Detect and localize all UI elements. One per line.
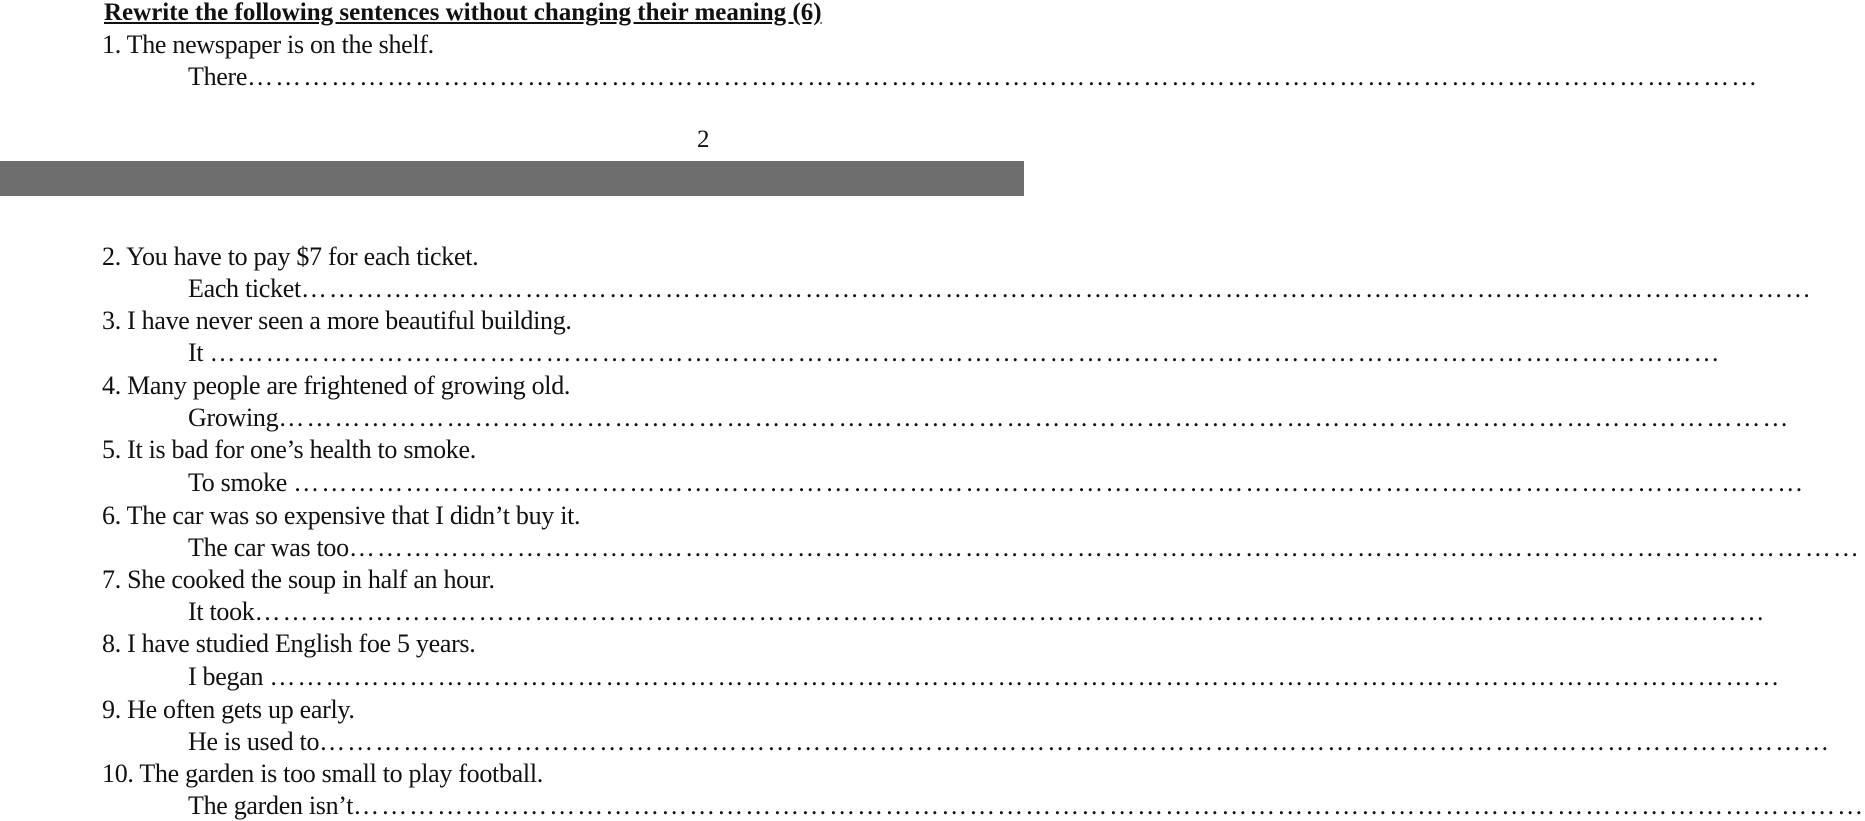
- answer-line-10[interactable]: [188, 791, 1865, 821]
- answer-prompt: Each ticket: [188, 274, 301, 303]
- question-5: [102, 435, 476, 465]
- answer-line-8[interactable]: [188, 662, 1782, 692]
- answer-dots: ………………………………………………………………………………………………………………………………………………: [319, 727, 1832, 756]
- question-sentence: I have studied English foe 5 years.: [127, 629, 476, 658]
- question-number: 6.: [102, 501, 121, 530]
- question-sentence: The car was so expensive that I didn’t buy it.: [126, 501, 581, 530]
- question-2: [102, 242, 478, 272]
- answer-prompt: It: [188, 338, 210, 367]
- page-number: 2: [697, 126, 710, 153]
- question-4: [102, 371, 570, 401]
- answer-dots: ………………………………………………………………………………………………………………………………………………: [269, 662, 1782, 691]
- answer-line-1[interactable]: [188, 62, 1760, 92]
- answer-prompt: To smoke: [188, 468, 294, 497]
- answer-prompt: The garden isn’t: [188, 791, 354, 820]
- answer-line-7[interactable]: [188, 597, 1767, 627]
- answer-dots: ………………………………………………………………………………………………………………………………………………: [293, 468, 1806, 497]
- answer-dots: ………………………………………………………………………………………………………………………………………………: [209, 338, 1722, 367]
- question-number: 9.: [102, 695, 121, 724]
- question-sentence: The garden is too small to play football.: [139, 759, 543, 788]
- question-10: [102, 759, 543, 789]
- question-sentence: Many people are frightened of growing old.: [127, 371, 571, 400]
- answer-line-5[interactable]: [188, 468, 1806, 498]
- answer-prompt: He is used to: [188, 727, 320, 756]
- answer-dots: ………………………………………………………………………………………………………………………………………………: [247, 62, 1760, 91]
- worksheet-heading: Rewrite the following sentences without changing their meaning (6): [104, 0, 822, 26]
- answer-prompt: I began: [188, 662, 270, 691]
- question-1: [102, 30, 434, 60]
- answer-line-9[interactable]: [188, 727, 1832, 757]
- question-number: 4.: [102, 371, 121, 400]
- question-number: 1.: [102, 30, 121, 59]
- answer-line-3[interactable]: [188, 338, 1722, 368]
- question-number: 5.: [102, 435, 121, 464]
- page-break-band: [0, 161, 1024, 196]
- answer-dots: ………………………………………………………………………………………………………………………………………………: [254, 597, 1767, 626]
- question-number: 10.: [102, 759, 134, 788]
- question-number: 7.: [102, 565, 121, 594]
- question-number: 3.: [102, 306, 121, 335]
- question-number: 8.: [102, 629, 121, 658]
- answer-dots: ………………………………………………………………………………………………………………………………………………: [278, 403, 1791, 432]
- question-3: [102, 306, 572, 336]
- answer-prompt: The car was too: [188, 533, 349, 562]
- answer-line-2[interactable]: [188, 274, 1813, 304]
- answer-prompt: Growing: [188, 403, 279, 432]
- question-sentence: She cooked the soup in half an hour.: [127, 565, 495, 594]
- question-number: 2.: [102, 242, 121, 271]
- answer-dots: ………………………………………………………………………………………………………………………………………………: [353, 791, 1865, 820]
- question-7: [102, 565, 495, 595]
- question-9: [102, 695, 355, 725]
- answer-prompt: There: [188, 62, 248, 91]
- question-sentence: You have to pay $7 for each ticket.: [126, 242, 479, 271]
- answer-line-4[interactable]: [188, 403, 1791, 433]
- question-sentence: It is bad for one’s health to smoke.: [127, 435, 476, 464]
- answer-line-6[interactable]: [188, 533, 1861, 563]
- question-sentence: He often gets up early.: [127, 695, 355, 724]
- question-8: [102, 629, 475, 659]
- question-sentence: I have never seen a more beautiful building.: [127, 306, 572, 335]
- question-sentence: The newspaper is on the shelf.: [126, 30, 434, 59]
- question-6: [102, 501, 580, 531]
- answer-prompt: It took: [188, 597, 255, 626]
- answer-dots: ………………………………………………………………………………………………………………………………………………: [348, 533, 1861, 562]
- answer-dots: ………………………………………………………………………………………………………………………………………………: [300, 274, 1813, 303]
